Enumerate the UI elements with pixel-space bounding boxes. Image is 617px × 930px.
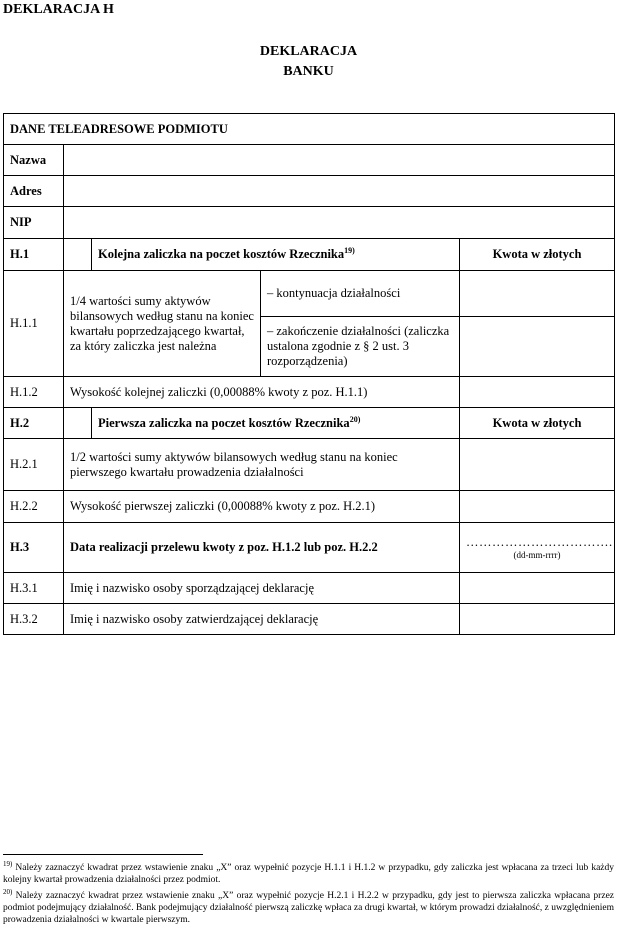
h22-description: Wysokość pierwszej zaliczki (0,00088% kwoty z poz. H.2.1) bbox=[64, 491, 460, 523]
name-label: Nazwa bbox=[4, 145, 64, 176]
name-field[interactable] bbox=[64, 145, 615, 176]
date-dots: ……………………………. bbox=[466, 534, 613, 549]
footnote-ref-20: 20) bbox=[349, 414, 361, 424]
h2-checkbox[interactable] bbox=[64, 408, 92, 439]
h2-heading: Pierwsza zaliczka na poczet kosztów Rzecznika$^{20)}$ bbox=[92, 408, 460, 439]
footnote-ref-19: 19) bbox=[344, 245, 355, 255]
contact-section-heading: DANE TELEADRESOWE PODMIOTU bbox=[4, 114, 615, 145]
h1-heading: Kolejna zaliczka na poczet kosztów Rzecznika$^{19)}$ bbox=[92, 239, 460, 271]
h22-amount-field[interactable] bbox=[460, 491, 615, 523]
h12-description: Wysokość kolejnej zaliczki (0,00088% kwoty z poz. H.1.1) bbox=[64, 377, 460, 408]
date-format-hint: (dd-mm-rrrr) bbox=[513, 549, 561, 560]
address-field[interactable] bbox=[64, 176, 615, 207]
h3-code: H.3 bbox=[4, 523, 64, 573]
h11-amount-end-field[interactable] bbox=[460, 317, 615, 377]
declaration-form bbox=[3, 113, 615, 635]
footnote-19 bbox=[3, 859, 614, 886]
footnote-20-ref: 20) bbox=[3, 887, 13, 896]
h12-code: H.1.2 bbox=[4, 377, 64, 408]
h21-amount-field[interactable] bbox=[460, 439, 615, 491]
h32-description: Imię i nazwisko osoby zatwierdzającej deklarację bbox=[64, 604, 460, 635]
h12-amount-field[interactable] bbox=[460, 377, 615, 408]
nip-label: NIP bbox=[4, 207, 64, 239]
h1-checkbox[interactable] bbox=[64, 239, 92, 271]
h3-date-field[interactable] bbox=[460, 523, 615, 573]
h11-code: H.1.1 bbox=[4, 271, 64, 377]
title-line-1: DEKLARACJA bbox=[259, 44, 358, 59]
nip-field[interactable] bbox=[64, 207, 615, 239]
h11-amount-continue-field[interactable] bbox=[460, 271, 615, 317]
h31-code: H.3.1 bbox=[4, 573, 64, 604]
h2-amount-header: Kwota w złotych bbox=[460, 408, 615, 439]
h31-description: Imię i nazwisko osoby sporządzającej deklarację bbox=[64, 573, 460, 604]
h1-code: H.1 bbox=[4, 239, 64, 271]
declaration-label: DEKLARACJA H bbox=[3, 2, 114, 17]
h3-heading: Data realizacji przelewu kwoty z poz. H.1.2 lub poz. H.2.2 bbox=[64, 523, 460, 573]
h2-code: H.2 bbox=[4, 408, 64, 439]
footnote-divider bbox=[3, 854, 203, 855]
address-label: Adres bbox=[4, 176, 64, 207]
h31-value-field[interactable] bbox=[460, 573, 615, 604]
h32-value-field[interactable] bbox=[460, 604, 615, 635]
h21-description: 1/2 wartości sumy aktywów bilansowych według stanu na koniec pierwszego kwartału prowadzenia działalności bbox=[64, 439, 460, 491]
footnote-20 bbox=[3, 887, 614, 926]
footnote-20-text: Należy zaznaczyć kwadrat przez wstawienie znaku „X” oraz wypełnić pozycje H.2.1 i H.2.2 w przypadku, gdy jest to pierwsza zaliczka wpłacana przez podmiot podejmujący działalność. Bank podejmujący działalność pierwszą zaliczkę wpłaca za drugi kwartał, w którym prowadzi działalność, z uwzględnieniem prowadzenia działalności w kwartale pierwszym. bbox=[3, 891, 614, 925]
h1-amount-header: Kwota w złotych bbox=[460, 239, 615, 271]
h22-code: H.2.2 bbox=[4, 491, 64, 523]
title-line-2: BANKU bbox=[283, 64, 334, 79]
h11-description: 1/4 wartości sumy aktywów bilansowych według stanu na koniec kwartału poprzedzającego kwartał, za który zaliczka jest należna bbox=[64, 271, 261, 377]
footnote-19-text: Należy zaznaczyć kwadrat przez wstawienie znaku „X” oraz wypełnić pozycje H.1.1 i H.1.2 w przypadku, gdy zaliczka jest wpłacana za trzeci lub każdy kolejny kwartał prowadzenia działalności przez podmiot. bbox=[3, 863, 614, 885]
h11-option-end: – zakończenie działalności (zaliczka ustalona zgodnie z § 2 ust. 3 rozporządzenia) bbox=[261, 317, 460, 377]
footnote-19-ref: 19) bbox=[3, 859, 13, 868]
h21-code: H.2.1 bbox=[4, 439, 64, 491]
h32-code: H.3.2 bbox=[4, 604, 64, 635]
h11-option-continue: – kontynuacja działalności bbox=[261, 271, 460, 317]
